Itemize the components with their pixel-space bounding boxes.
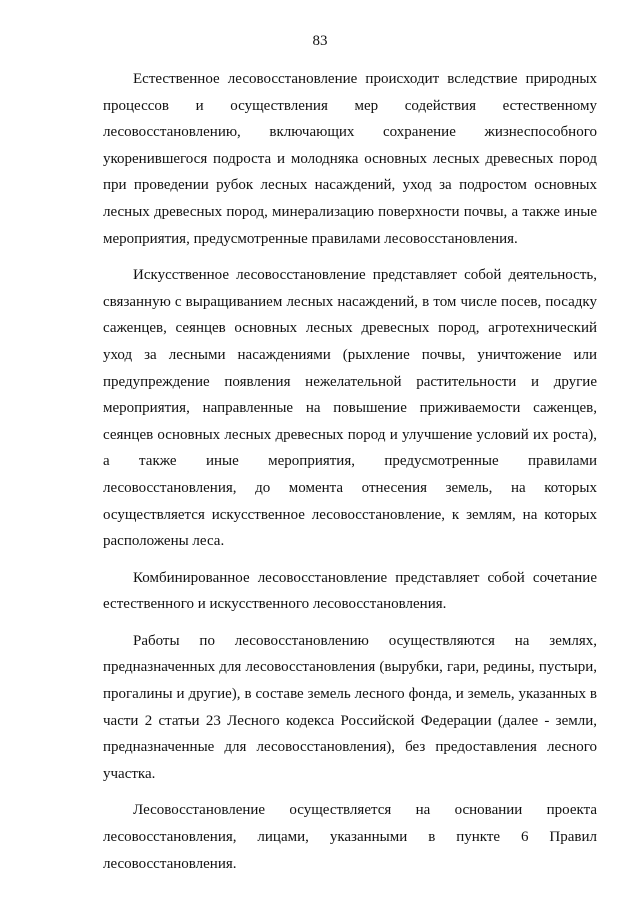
text-line: Комбинированное лесовосстановление представляет собой сочетание xyxy=(133,569,597,586)
text-line: при проведении рубок лесных насаждений, уход за подростом основных xyxy=(103,177,597,194)
text-line: процессов и осуществления мер содействия естественному xyxy=(103,97,597,114)
text-line: сеянцев основных лесных древесных пород и улучшение условий их роста), xyxy=(103,426,597,443)
text-line: предназначенные для лесовосстановления), без предоставления лесного xyxy=(103,739,597,756)
paragraph-combined-reforestation xyxy=(103,565,597,618)
text-line: Лесовосстановление осуществляется на основании проекта xyxy=(133,802,597,819)
text-line: укоренившегося подроста и молодняка основных лесных древесных пород xyxy=(103,150,597,167)
document-body xyxy=(103,66,597,877)
text-line: предупреждение появления нежелательной растительности и другие xyxy=(103,373,597,390)
paragraph-reforestation-project xyxy=(103,797,597,877)
text-line: лесовосстановления, до момента отнесения земель, на которых xyxy=(103,479,597,496)
text-line: Работы по лесовосстановлению осуществляются на землях, xyxy=(133,632,597,649)
text-line: мероприятия, направленные на повышение приживаемости саженцев, xyxy=(103,400,597,417)
text-line: естественного и искусственного лесовосстановления. xyxy=(103,596,447,613)
text-line: расположены леса. xyxy=(103,533,225,550)
text-line: части 2 статьи 23 Лесного кодекса Российской Федерации (далее - земли, xyxy=(103,712,597,729)
text-line: лесных древесных пород, минерализацию поверхности почвы, а также иные xyxy=(103,203,597,220)
paragraph-natural-reforestation xyxy=(103,66,597,252)
text-line: а также иные мероприятия, предусмотренные правилами xyxy=(103,453,597,470)
text-line: лесовосстановления. xyxy=(103,855,237,872)
text-line: саженцев, сеянцев основных лесных древесных пород, агротехнический xyxy=(103,320,597,337)
text-line: Искусственное лесовосстановление представляет собой деятельность, xyxy=(133,267,597,284)
paragraph-artificial-reforestation xyxy=(103,262,597,555)
paragraph-reforestation-works xyxy=(103,628,597,788)
text-line: предназначенных для лесовосстановления (вырубки, гари, редины, пустыри, xyxy=(103,659,597,676)
text-line: мероприятия, предусмотренные правилами лесовосстановления. xyxy=(103,230,518,247)
text-line: прогалины и другие), в составе земель лесного фонда, и земель, указанных в xyxy=(103,686,597,703)
text-line: лесовосстановления, лицами, указанными в пункте 6 Правил xyxy=(103,829,597,846)
text-line: связанную с выращиванием лесных насаждений, в том числе посев, посадку xyxy=(103,293,597,310)
text-line: осуществляется искусственное лесовосстановление, к землям, на которых xyxy=(103,506,597,523)
text-line: участка. xyxy=(103,765,156,782)
page-number: 83 xyxy=(312,33,328,49)
text-line: уход за лесными насаждениями (рыхление почвы, уничтожение или xyxy=(103,346,597,363)
text-line: лесовосстановлению, включающих сохранение жизнеспособного xyxy=(103,124,597,141)
text-line: Естественное лесовосстановление происходит вследствие природных xyxy=(133,71,597,87)
